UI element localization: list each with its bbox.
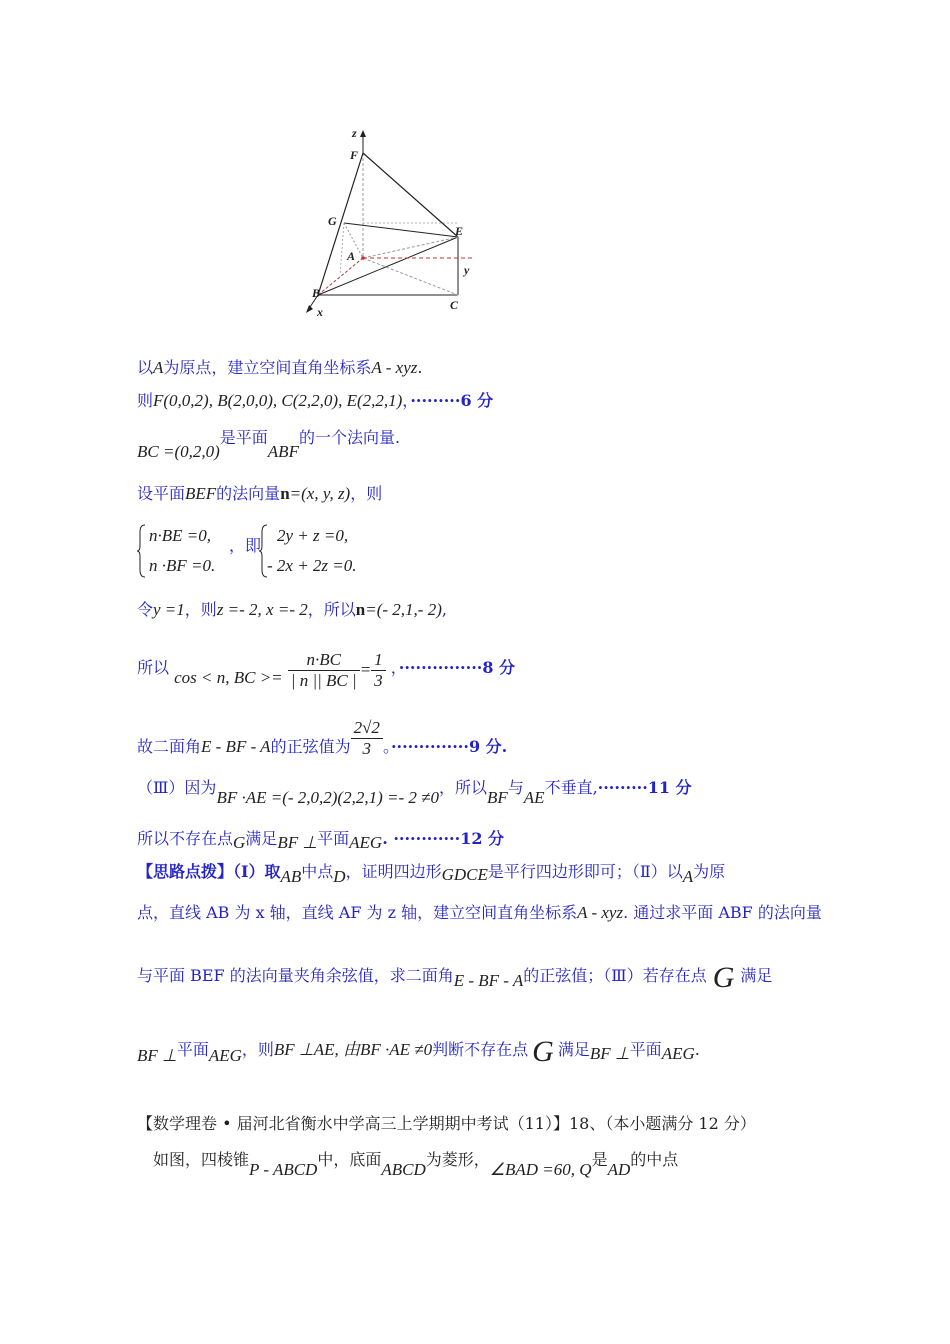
- frac-den: | n || BC |: [290, 671, 357, 690]
- eq-row-3: 2y + z =0,: [277, 526, 349, 545]
- label-G: G: [328, 214, 337, 228]
- hint-line-2: [137, 903, 822, 923]
- math: z =- 2, x =- 2: [216, 600, 308, 619]
- math: A - xyz: [577, 903, 624, 922]
- label-y: y: [464, 263, 470, 277]
- frac-den: 3: [374, 671, 383, 690]
- text: ，则: [184, 600, 217, 619]
- score: . ············12 分: [382, 829, 505, 848]
- text: 与: [507, 778, 524, 797]
- text: .: [694, 1040, 700, 1059]
- line-3: [137, 428, 401, 461]
- line-8: [137, 718, 507, 764]
- text: （Ⅲ）因为: [137, 778, 217, 797]
- score: ···············8 分: [398, 658, 516, 677]
- label-z: z: [352, 126, 357, 140]
- label-A: A: [347, 249, 356, 263]
- math-coords: F(0,0,2), B(2,0,0), C(2,2,0), E(2,2,1): [153, 391, 403, 410]
- hint-line-4: [137, 1036, 700, 1070]
- math: G: [233, 833, 246, 852]
- text: 的正弦值；（Ⅲ）若存在点: [523, 966, 707, 985]
- text: 的中点: [630, 1150, 679, 1169]
- math: ABCD: [381, 1160, 426, 1179]
- math: BF ⊥AE, 由: [273, 1040, 361, 1059]
- math-A: A: [153, 358, 164, 377]
- math: P - ABCD: [249, 1160, 318, 1179]
- text: ，所以: [307, 600, 356, 619]
- text: .: [417, 358, 423, 377]
- line-9: [137, 778, 692, 807]
- math-expr: BF ·AE =(- 2,0,2)(2,2,1) =- 2 ≠0: [216, 788, 439, 807]
- text: ，即: [229, 536, 262, 555]
- frac-num: 2√2: [351, 718, 383, 739]
- label-B: B: [312, 286, 321, 300]
- math-n: n: [280, 484, 290, 503]
- math-angle: E - BF - A: [201, 737, 271, 756]
- line-6: [137, 600, 447, 620]
- text: 不垂直,: [544, 778, 598, 797]
- text: 的法向量: [216, 484, 281, 503]
- label-C: C: [450, 298, 459, 312]
- label-E: E: [455, 224, 464, 238]
- math-plane: BEF: [185, 484, 217, 503]
- text: ，: [402, 391, 411, 410]
- line-1: [137, 358, 422, 378]
- label-F: F: [350, 148, 359, 162]
- math: =: [359, 660, 372, 679]
- hint-line-1: [137, 862, 726, 886]
- line-10: [137, 829, 505, 852]
- frac-num: 1: [371, 650, 386, 671]
- math-cos: cos < n, BC >=: [174, 668, 283, 687]
- hint-line-3: [137, 962, 772, 996]
- text: ，证明四边形: [345, 862, 442, 881]
- math: , Q: [570, 1160, 592, 1179]
- fraction: [351, 718, 383, 759]
- math-G: G: [532, 1035, 554, 1068]
- eq-row-4: - 2x + 2z =0.: [267, 556, 357, 575]
- math: E - BF - A: [453, 971, 524, 990]
- text: 平面: [317, 829, 350, 848]
- text: 故二面角: [137, 737, 202, 756]
- text: 中点: [301, 862, 334, 881]
- text: 的一个法向量.: [298, 428, 401, 447]
- text: 为原: [693, 862, 726, 881]
- math: BF ⊥: [277, 833, 318, 852]
- text: 满足: [245, 829, 278, 848]
- math: BF ·AE ≠0: [360, 1040, 433, 1059]
- math: BF ⊥: [589, 1044, 630, 1063]
- text: 为菱形，: [425, 1150, 490, 1169]
- text: ,: [441, 600, 447, 619]
- fraction: [371, 650, 386, 691]
- text: 所以: [137, 658, 170, 677]
- text: . 通过求平面 ABF 的法向量: [623, 903, 822, 922]
- math: AEG: [208, 1046, 242, 1065]
- math-vec: BC =(0,2,0): [137, 442, 220, 461]
- line-7: [137, 640, 515, 690]
- math: AEG: [661, 1044, 695, 1063]
- text: 平面: [629, 1040, 662, 1059]
- geometry-figure: [300, 125, 490, 320]
- text: ，所以: [438, 778, 487, 797]
- math: AB: [280, 867, 302, 886]
- frac-num: n·BC: [288, 650, 360, 671]
- math: AD: [607, 1160, 631, 1179]
- text: ，则: [241, 1040, 274, 1059]
- text: 以: [137, 358, 154, 377]
- math: AE: [523, 788, 545, 807]
- math: =(- 2,1,- 2): [365, 600, 442, 619]
- math: BF: [486, 788, 508, 807]
- brace-left: [137, 524, 147, 578]
- score: ·········11 分: [597, 778, 692, 797]
- text: 点，直线 AB 为 x 轴，直线 AF 为 z 轴，建立空间直角坐标系: [137, 903, 578, 922]
- score: ·········6 分: [410, 391, 494, 410]
- math-eq: =(x, y, z): [289, 484, 351, 503]
- next-problem-line: [153, 1150, 679, 1179]
- math-n: n: [355, 600, 366, 619]
- math: GDCE: [441, 865, 488, 884]
- score: ··············9 分.: [390, 737, 508, 756]
- math: BF ⊥: [137, 1046, 177, 1065]
- text: ，则: [350, 484, 383, 503]
- text: 与平面 BEF 的法向量夹角余弦值，求二面角: [137, 966, 454, 985]
- text: 为原点，建立空间直角坐标系: [163, 358, 372, 377]
- text: 满足: [740, 966, 773, 985]
- text: 中，底面: [317, 1150, 382, 1169]
- text: 如图，四棱锥: [153, 1150, 250, 1169]
- eq-row-2: n ·BF =0.: [149, 556, 216, 575]
- math: AEG: [349, 833, 383, 852]
- label-x: x: [317, 305, 323, 319]
- text: 的正弦值为: [270, 737, 351, 756]
- text: 。: [382, 737, 391, 756]
- next-problem-title: 【数学理卷 • 届河北省衡水中学高三上学期期中考试（11）】18、（本小题满分 12 分）: [137, 1114, 756, 1133]
- math-G: G: [712, 961, 735, 994]
- math: ∠BAD =60: [489, 1160, 571, 1179]
- line-2: [137, 391, 493, 411]
- math: y =1: [153, 600, 185, 619]
- text: ，: [390, 658, 399, 677]
- text: 是平面: [219, 428, 268, 447]
- line-5-system: [137, 522, 437, 582]
- math: D: [333, 867, 346, 886]
- eq-row-1: n·BE =0,: [149, 526, 211, 545]
- text: 是平行四边形即可；（Ⅱ）以: [487, 862, 683, 881]
- text: 判断不存在点: [432, 1040, 529, 1059]
- text: 所以不存在点: [137, 829, 234, 848]
- text: 令: [137, 600, 154, 619]
- text: 平面: [176, 1040, 209, 1059]
- math: A: [682, 867, 694, 886]
- text: 满足: [557, 1040, 590, 1059]
- text: 是: [591, 1150, 608, 1169]
- text: 则: [137, 391, 154, 410]
- math-system: A - xyz: [371, 358, 418, 377]
- fraction: [288, 650, 360, 691]
- text: 设平面: [137, 484, 186, 503]
- text: 【思路点拨】（Ⅰ）取: [137, 862, 281, 881]
- frac-den: 3: [362, 739, 372, 758]
- line-4: [137, 484, 382, 504]
- math-plane: ABF: [267, 442, 299, 461]
